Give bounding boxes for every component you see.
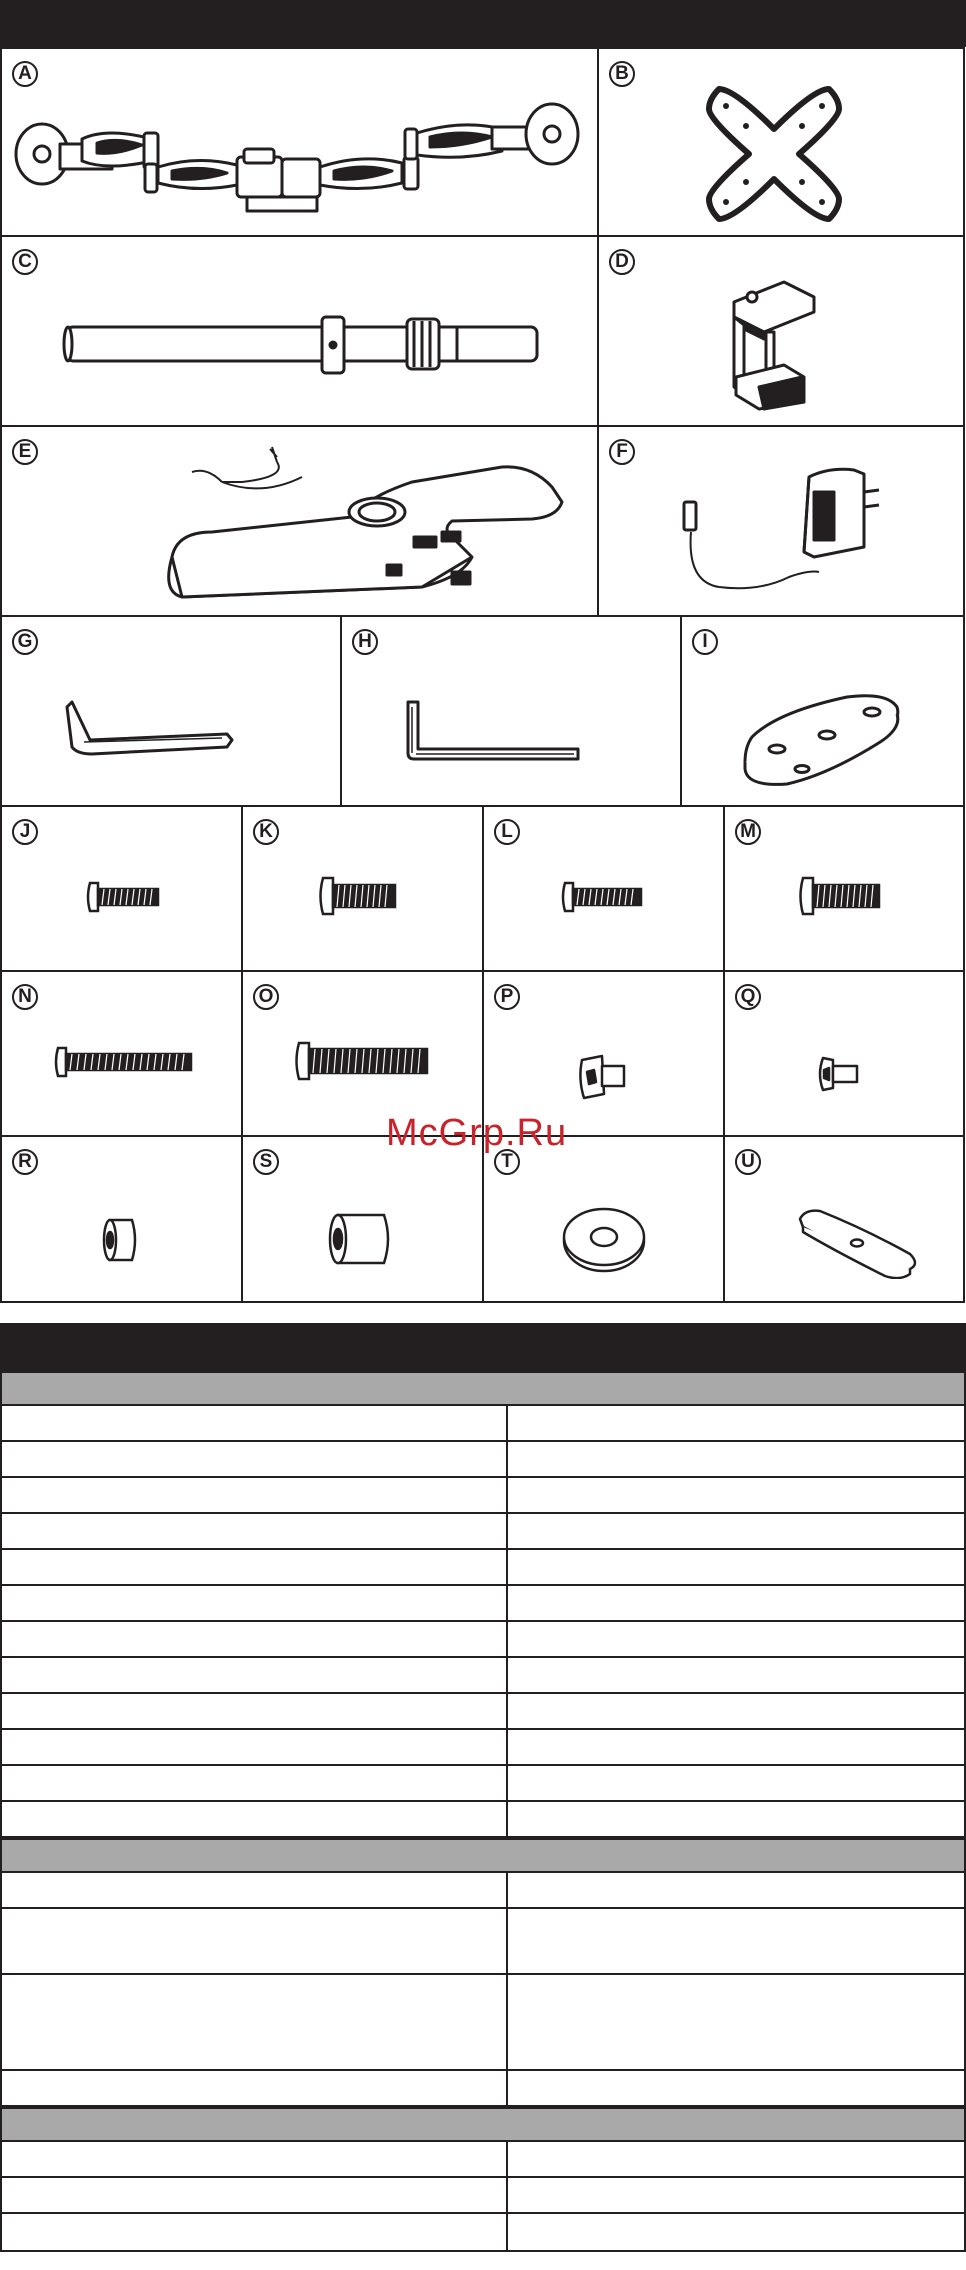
desk-clamp-icon	[714, 277, 834, 417]
pole-icon	[62, 307, 542, 377]
part-letter-p: P	[494, 984, 520, 1010]
spec-row	[0, 2214, 966, 2252]
part-cell-f	[597, 425, 965, 617]
spec-table	[0, 1323, 966, 2252]
vesa-plate-icon	[704, 84, 844, 224]
screw-short-wide-icon	[797, 873, 885, 919]
part-letter-b: B	[609, 61, 635, 87]
part-letter-c: C	[12, 249, 38, 275]
spec-row	[0, 1478, 966, 1514]
part-letter-e: E	[12, 439, 38, 465]
part-cell-r	[0, 1135, 243, 1303]
part-letter-f: F	[609, 439, 635, 465]
spec-row	[0, 1514, 966, 1550]
parts-row-3	[0, 425, 965, 617]
spec-section-3	[0, 2107, 966, 2142]
part-cell-t	[482, 1135, 725, 1303]
part-cell-d	[597, 235, 965, 427]
part-letter-o: O	[253, 984, 279, 1010]
part-cell-s	[241, 1135, 484, 1303]
parts-row-4	[0, 615, 965, 807]
spec-row	[0, 1586, 966, 1622]
hex-bolt-icon	[574, 1052, 634, 1102]
dual-monitor-arm-icon	[12, 89, 592, 224]
part-cell-i	[680, 615, 965, 807]
spec-row	[0, 1622, 966, 1658]
base-plate-icon	[737, 687, 907, 787]
part-letter-u: U	[735, 1149, 761, 1175]
spec-row	[0, 1766, 966, 1802]
part-letter-a: A	[12, 61, 38, 87]
spec-section-1	[0, 1371, 966, 1406]
watermark: McGrp.Ru	[386, 1112, 568, 1154]
spec-row	[0, 1909, 966, 1975]
screw-short-icon	[84, 877, 164, 917]
spec-header-bar	[0, 1323, 966, 1371]
spec-row	[0, 1975, 966, 2071]
parts-row-7	[0, 1135, 965, 1303]
screw-long-wide-icon	[293, 1038, 433, 1084]
screw-short-wide-icon	[317, 873, 401, 919]
part-letter-k: K	[253, 819, 279, 845]
part-cell-n	[0, 970, 243, 1137]
part-letter-l: L	[494, 819, 520, 845]
part-letter-r: R	[12, 1149, 38, 1175]
spacer-large-icon	[328, 1209, 398, 1269]
spec-row	[0, 1730, 966, 1766]
spec-row	[0, 2142, 966, 2178]
part-cell-k	[241, 805, 484, 972]
part-cell-j	[0, 805, 243, 972]
part-letter-g: G	[12, 629, 38, 655]
part-cell-a	[0, 47, 599, 237]
spec-row	[0, 1658, 966, 1694]
spec-section-2	[0, 1838, 966, 1873]
parts-row-1	[0, 47, 965, 237]
spec-row	[0, 1694, 966, 1730]
spec-row	[0, 1442, 966, 1478]
screw-long-icon	[52, 1042, 197, 1082]
spec-row	[0, 2071, 966, 2107]
flat-bolt-icon	[817, 1054, 867, 1094]
spec-row	[0, 1873, 966, 1909]
part-cell-u	[723, 1135, 965, 1303]
part-letter-j: J	[12, 819, 38, 845]
spec-row	[0, 1406, 966, 1442]
part-cell-e	[0, 425, 599, 617]
spec-row	[0, 1550, 966, 1586]
part-cell-l	[482, 805, 725, 972]
parts-row-2	[0, 235, 965, 427]
parts-header-bar	[0, 0, 966, 47]
spec-row	[0, 1802, 966, 1838]
screw-short-icon	[559, 877, 649, 917]
part-letter-n: N	[12, 984, 38, 1010]
part-cell-g	[0, 615, 342, 807]
part-cell-b	[597, 47, 965, 237]
part-cell-h	[340, 615, 682, 807]
allen-key-large-icon	[402, 697, 592, 767]
plate-washer-icon	[795, 1199, 925, 1279]
desk-base-icon	[152, 437, 582, 612]
part-letter-i: I	[692, 629, 718, 655]
power-adapter-icon	[679, 462, 899, 607]
part-letter-d: D	[609, 249, 635, 275]
part-cell-q	[723, 970, 965, 1137]
part-letter-s: S	[253, 1149, 279, 1175]
washer-icon	[559, 1205, 649, 1275]
part-letter-q: Q	[735, 984, 761, 1010]
part-letter-m: M	[735, 819, 761, 845]
part-letter-h: H	[352, 629, 378, 655]
part-cell-c	[0, 235, 599, 427]
allen-key-small-icon	[62, 692, 242, 762]
spec-row	[0, 2178, 966, 2214]
parts-row-5	[0, 805, 965, 972]
part-letter-t: T	[494, 1149, 520, 1175]
part-cell-m	[723, 805, 965, 972]
spacer-small-icon	[102, 1215, 142, 1265]
